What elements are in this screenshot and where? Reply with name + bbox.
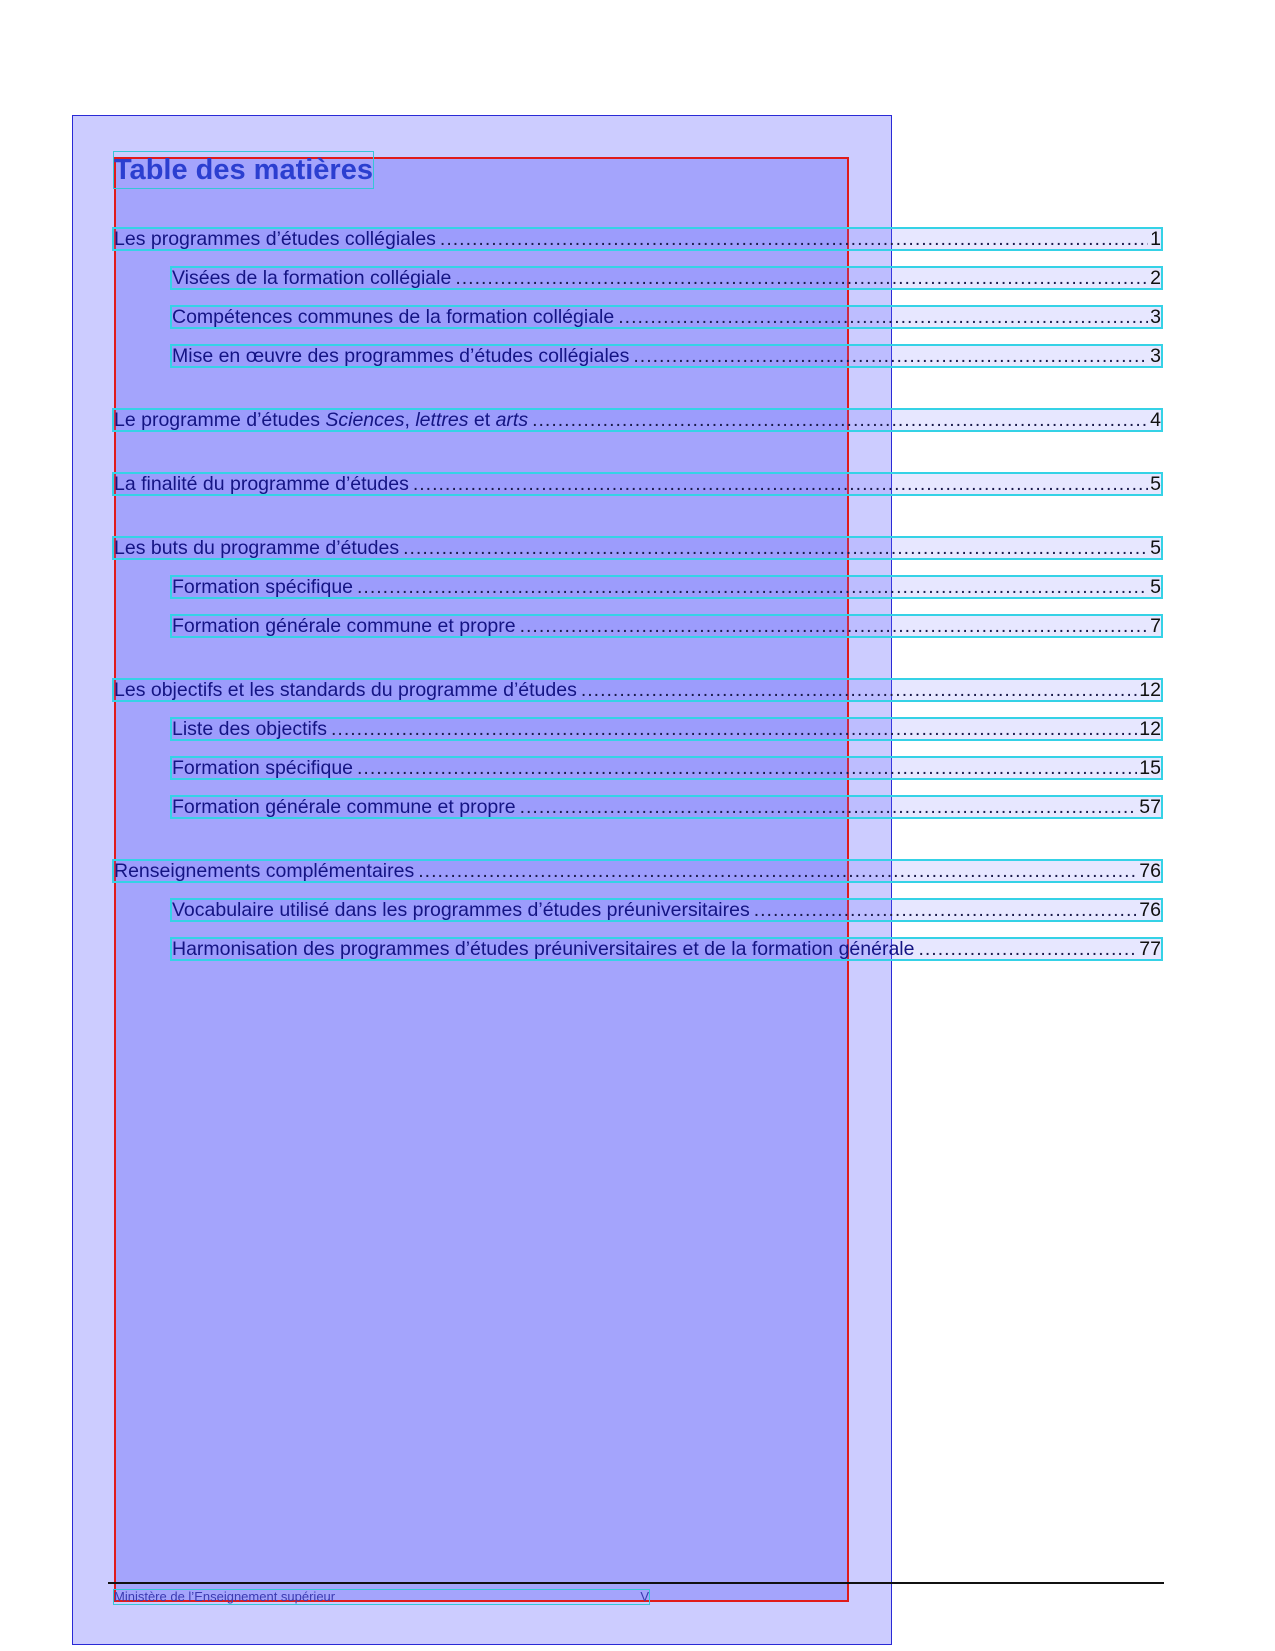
toc-entry-page: 2 bbox=[1150, 267, 1161, 289]
toc-entry[interactable] bbox=[172, 307, 1161, 327]
toc-entry-label: Les buts du programme d’études bbox=[114, 537, 400, 559]
dot-leader bbox=[403, 538, 1148, 558]
toc-entry-label: Formation générale commune et propre bbox=[172, 615, 516, 637]
label-italic-arts: arts bbox=[495, 409, 529, 431]
toc-entry-page: 77 bbox=[1139, 938, 1161, 960]
label-italic-lettres: lettres bbox=[415, 409, 469, 431]
toc-entry-label: Liste des objectifs bbox=[172, 718, 328, 740]
toc-entry-page: 76 bbox=[1139, 860, 1161, 882]
dot-leader bbox=[520, 616, 1149, 636]
dot-leader bbox=[581, 680, 1137, 700]
dot-leader bbox=[331, 719, 1137, 739]
dot-leader bbox=[633, 346, 1148, 366]
toc-entry[interactable] bbox=[172, 268, 1161, 288]
dot-leader bbox=[357, 577, 1148, 597]
toc-entry-page: 3 bbox=[1150, 345, 1161, 367]
dot-leader bbox=[754, 900, 1138, 920]
dot-leader bbox=[440, 229, 1148, 249]
dot-leader bbox=[618, 307, 1148, 327]
toc-entry[interactable] bbox=[114, 680, 1161, 700]
toc-title: Table des matières bbox=[114, 154, 373, 186]
dot-leader bbox=[532, 410, 1148, 430]
dot-leader bbox=[418, 861, 1137, 881]
toc-entry-page: 5 bbox=[1150, 537, 1161, 559]
toc-entry-label: Les programmes d’études collégiales bbox=[114, 228, 436, 250]
toc-entry-label: Harmonisation des programmes d’études préuniversitaires et de la formation générale bbox=[172, 938, 915, 960]
toc-entry-page: 3 bbox=[1150, 306, 1161, 328]
toc-entry[interactable] bbox=[114, 474, 1161, 494]
dot-leader bbox=[918, 939, 1137, 959]
toc-entry-page: 7 bbox=[1150, 615, 1161, 637]
toc-entry-page: 5 bbox=[1150, 576, 1161, 598]
toc-entry-page: 12 bbox=[1139, 718, 1161, 740]
toc-entry-page: 1 bbox=[1150, 228, 1161, 250]
toc-entry[interactable] bbox=[172, 758, 1161, 778]
toc-entry[interactable] bbox=[114, 410, 1161, 430]
toc-entry-label: Mise en œuvre des programmes d’études collégiales bbox=[172, 345, 630, 367]
dot-leader bbox=[357, 758, 1137, 778]
label-conjunction: et bbox=[468, 409, 496, 431]
toc-entry-page: 76 bbox=[1139, 899, 1161, 921]
label-separator: , bbox=[404, 409, 416, 431]
toc-entry-label: Formation spécifique bbox=[172, 576, 354, 598]
toc-entry-label: Vocabulaire utilisé dans les programmes d’études préuniversitaires bbox=[172, 899, 750, 921]
toc-entry-page: 12 bbox=[1139, 679, 1161, 701]
toc-entry[interactable] bbox=[172, 900, 1161, 920]
toc-entry-label: Visées de la formation collégiale bbox=[172, 267, 452, 289]
toc-entry[interactable] bbox=[172, 719, 1161, 739]
dot-leader bbox=[520, 797, 1138, 817]
toc-entry[interactable] bbox=[172, 346, 1161, 366]
toc-entry-page: 15 bbox=[1139, 757, 1161, 779]
footer-ministry: Ministère de l’Enseignement supérieur bbox=[114, 1589, 336, 1604]
toc-entry-label: Les objectifs et les standards du programme d’études bbox=[114, 679, 577, 701]
toc-entry-label bbox=[114, 410, 528, 430]
dot-leader bbox=[413, 474, 1148, 494]
dot-leader bbox=[455, 268, 1148, 288]
footer-page-number: V bbox=[640, 1589, 649, 1604]
footer-divider bbox=[108, 1582, 1164, 1584]
toc-entry[interactable] bbox=[172, 939, 1161, 959]
toc-entry[interactable] bbox=[172, 797, 1161, 817]
toc-entry-page: 4 bbox=[1150, 409, 1161, 431]
toc-entry-label: Compétences communes de la formation collégiale bbox=[172, 306, 615, 328]
toc-entry-label: Formation spécifique bbox=[172, 757, 354, 779]
toc-entry[interactable] bbox=[172, 577, 1161, 597]
toc-entry-label: Formation générale commune et propre bbox=[172, 796, 516, 818]
toc-entry[interactable] bbox=[114, 861, 1161, 881]
toc-entry[interactable] bbox=[114, 538, 1161, 558]
toc-entry-page: 57 bbox=[1139, 796, 1161, 818]
toc-entry-label: La finalité du programme d’études bbox=[114, 473, 409, 495]
toc-entry[interactable] bbox=[172, 616, 1161, 636]
label-italic-sciences: Sciences bbox=[325, 409, 405, 431]
toc-entry[interactable] bbox=[114, 229, 1161, 249]
label-prefix: Le programme d’études bbox=[114, 409, 326, 431]
toc-entry-page: 5 bbox=[1150, 473, 1161, 495]
page-footer bbox=[114, 1590, 649, 1604]
toc-entry-label: Renseignements complémentaires bbox=[114, 860, 415, 882]
